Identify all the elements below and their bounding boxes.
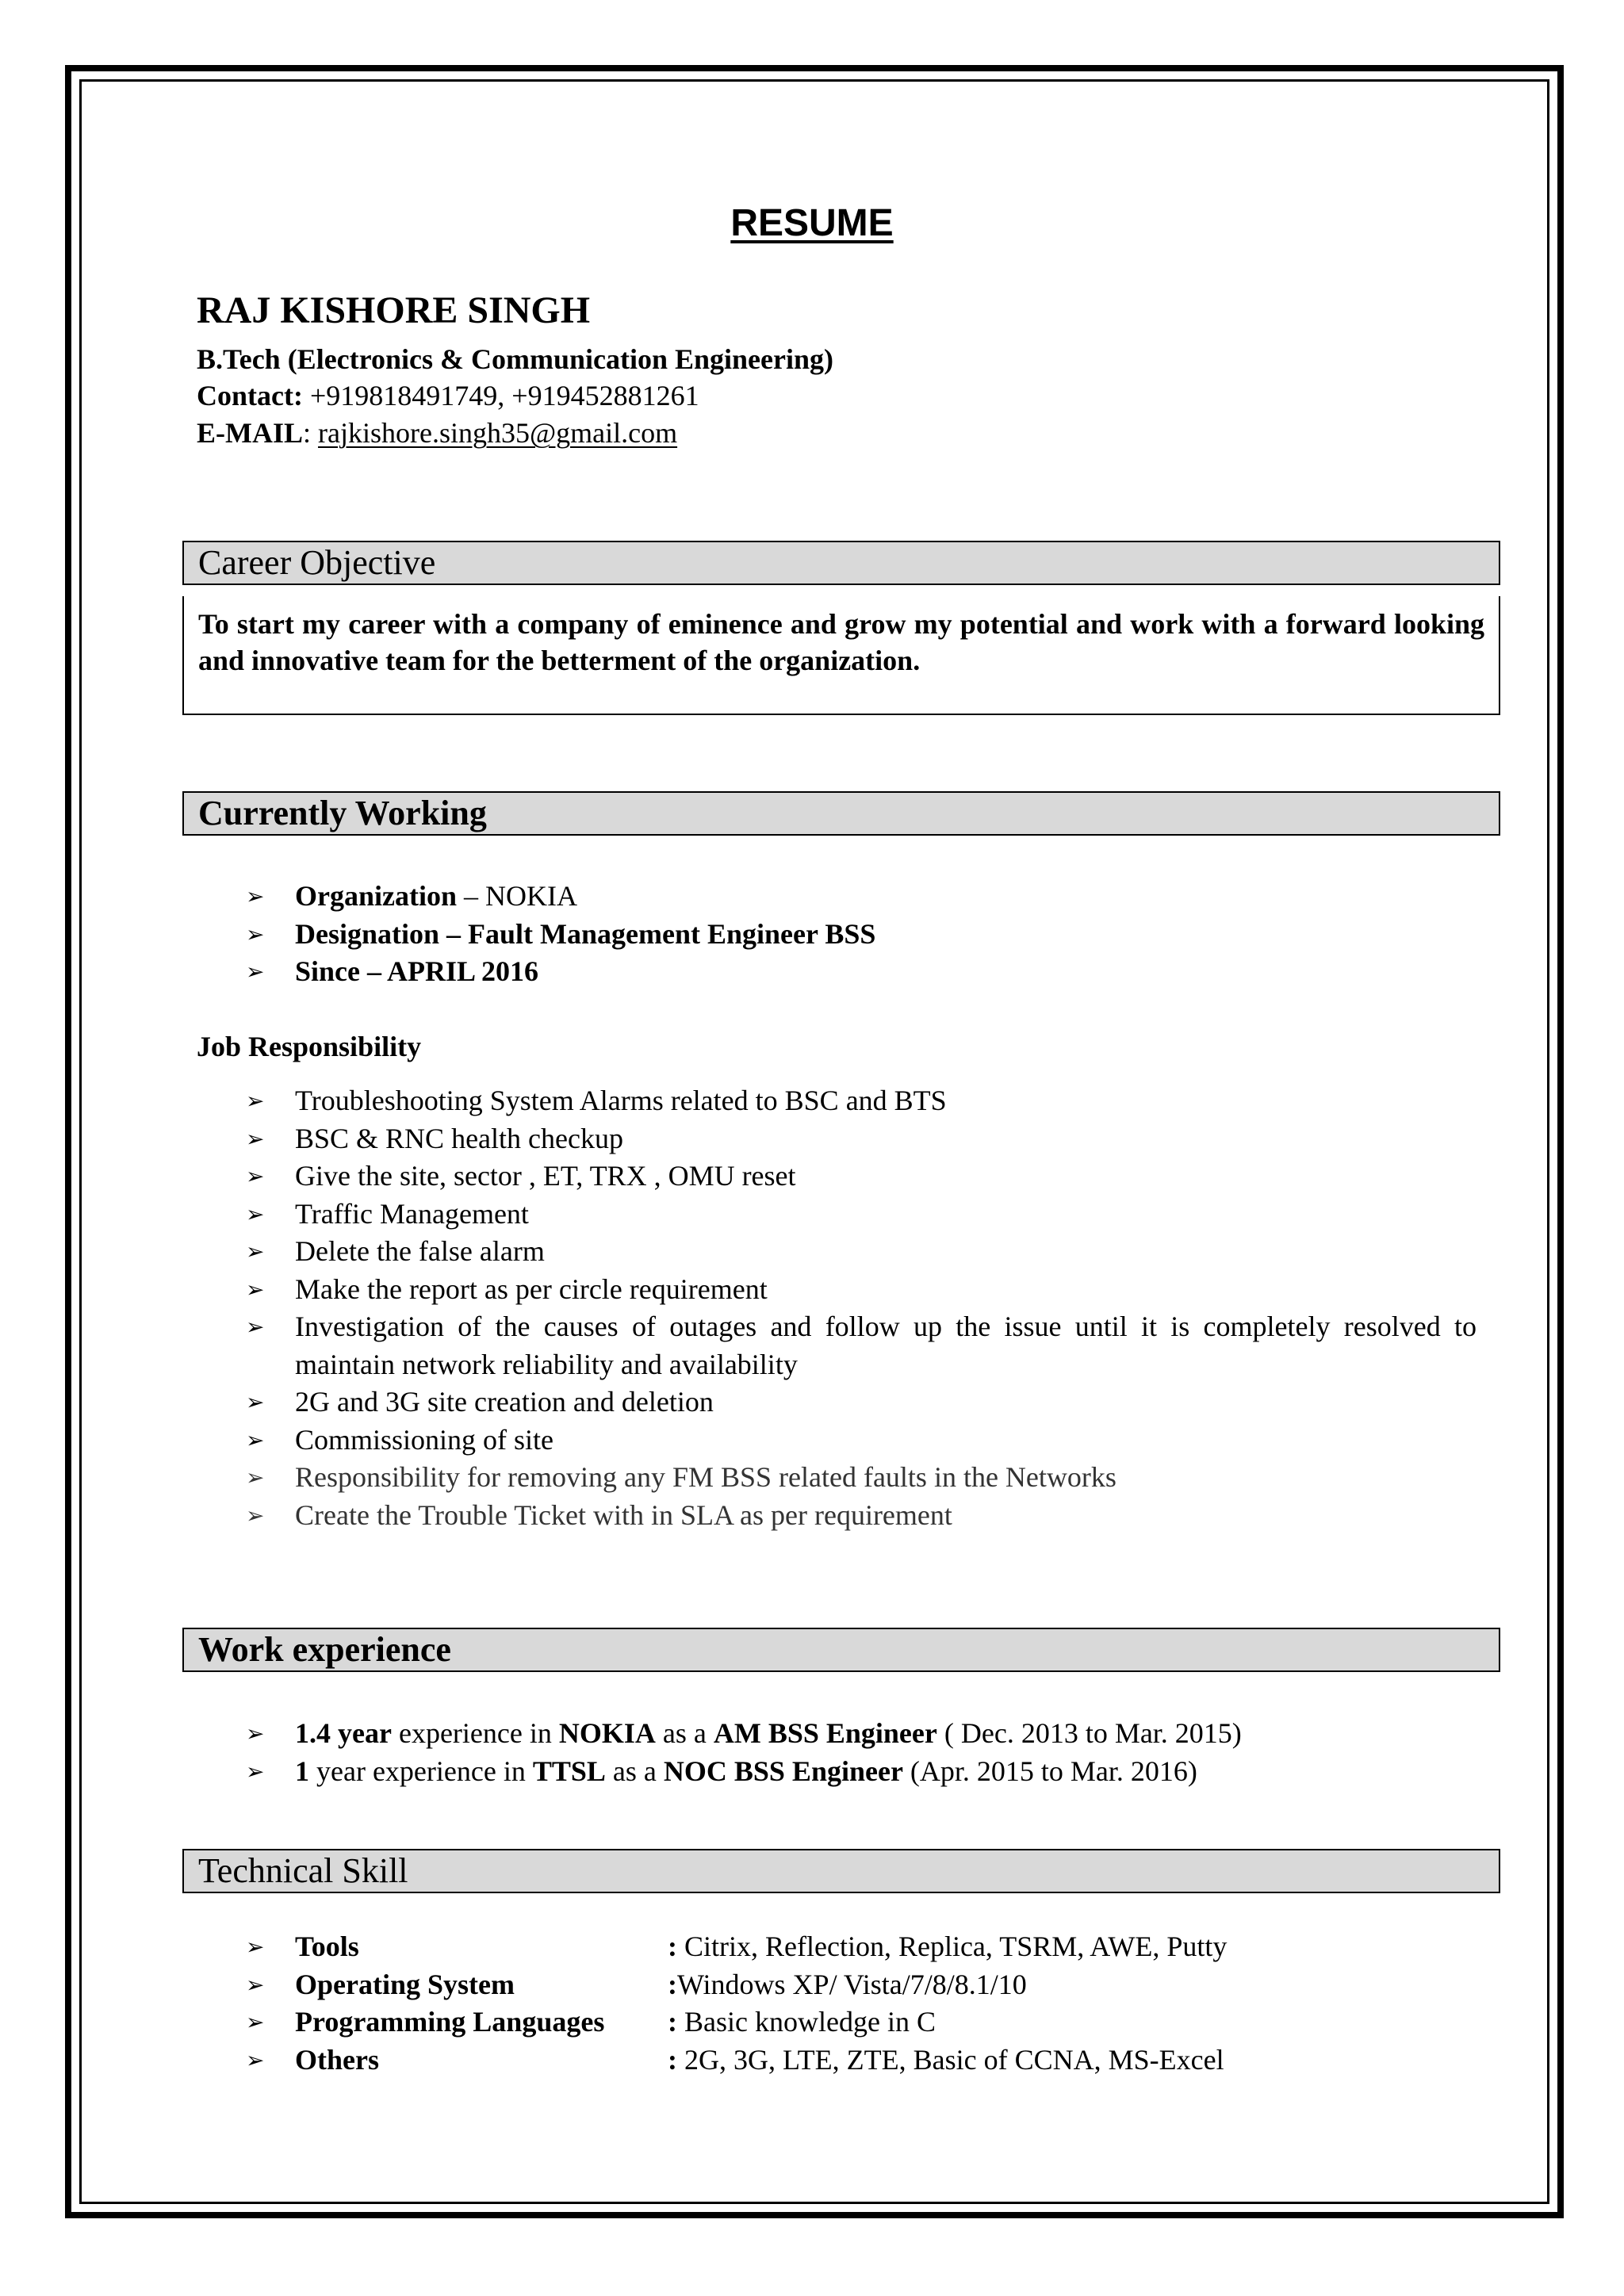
arrow-bullet-icon: ➢ (246, 1125, 265, 1152)
list-item: ➢ Organization – NOKIA (246, 878, 875, 916)
list-item: ➢ 1.4 year experience in NOKIA as a AM BSS Engineer ( Dec. 2013 to Mar. 2015) (246, 1715, 1242, 1753)
list-item: ➢ BSC & RNC health checkup (246, 1120, 1477, 1158)
arrow-bullet-icon: ➢ (246, 1464, 265, 1490)
arrow-bullet-icon: ➢ (246, 2009, 265, 2035)
arrow-bullet-icon: ➢ (246, 1971, 265, 1998)
list-item: ➢ Since – APRIL 2016 (246, 953, 875, 991)
arrow-bullet-icon: ➢ (246, 883, 265, 909)
list-item: ➢ Tools : Citrix, Reflection, Replica, TSRM, AWE, Putty (246, 1928, 1227, 1966)
arrow-bullet-icon: ➢ (246, 1502, 265, 1529)
list-item: ➢ 2G and 3G site creation and deletion (246, 1383, 1477, 1422)
list-item: ➢ Traffic Management (246, 1196, 1477, 1234)
technical-skill-list (246, 1928, 1227, 2079)
list-item: ➢ Make the report as per circle requirement (246, 1271, 1477, 1309)
work-experience-heading: Work experience (182, 1628, 1500, 1672)
list-item: ➢ Commissioning of site (246, 1422, 1477, 1460)
list-item: ➢ Programming Languages : Basic knowledge in C (246, 2003, 1227, 2042)
arrow-bullet-icon: ➢ (246, 1200, 265, 1227)
work-experience-list (246, 1715, 1242, 1790)
arrow-bullet-icon: ➢ (246, 1088, 265, 1114)
currently-working-heading: Currently Working (182, 791, 1500, 836)
arrow-bullet-icon: ➢ (246, 1276, 265, 1303)
responsibility-list (246, 1082, 1477, 1534)
arrow-bullet-icon: ➢ (246, 1426, 265, 1453)
list-item: ➢ Others : 2G, 3G, LTE, ZTE, Basic of CCNA, MS-Excel (246, 2042, 1227, 2080)
arrow-bullet-icon: ➢ (246, 1934, 265, 1960)
arrow-bullet-icon: ➢ (246, 1389, 265, 1415)
list-item: ➢ Troubleshooting System Alarms related to BSC and BTS (246, 1082, 1477, 1120)
career-objective-heading: Career Objective (182, 541, 1500, 585)
arrow-bullet-icon: ➢ (246, 2046, 265, 2073)
contact-line (197, 377, 699, 414)
arrow-bullet-icon: ➢ (246, 1720, 265, 1747)
contact-value: +919818491749, +919452881261 (309, 380, 699, 411)
arrow-bullet-icon: ➢ (246, 1758, 265, 1785)
arrow-bullet-icon: ➢ (246, 1238, 265, 1265)
contact-label: Contact: (197, 380, 303, 411)
list-item: ➢ Responsibility for removing any FM BSS related faults in the Networks (246, 1459, 1477, 1497)
current-job-list (246, 878, 875, 991)
degree: B.Tech (Electronics & Communication Engineering) (197, 343, 833, 375)
email-label: E-MAIL (197, 417, 303, 449)
arrow-bullet-icon: ➢ (246, 959, 265, 985)
arrow-bullet-icon: ➢ (246, 920, 265, 947)
list-item: ➢ Give the site, sector , ET, TRX , OMU reset (246, 1158, 1477, 1196)
list-item: ➢ Delete the false alarm (246, 1233, 1477, 1271)
list-item: ➢ 1 year experience in TTSL as a NOC BSS Engineer (Apr. 2015 to Mar. 2016) (246, 1753, 1242, 1791)
candidate-name: RAJ KISHORE SINGH (197, 289, 591, 331)
list-item: ➢ Investigation of the causes of outages and follow up the issue until it is completely resolved to maintain network reliability and availability (246, 1308, 1477, 1383)
resume-title: RESUME (730, 202, 894, 244)
email-line: E-MAIL: rajkishore.singh35@gmail.com (197, 417, 678, 449)
career-objective-box (182, 596, 1500, 715)
list-item: ➢ Operating System :Windows XP/ Vista/7/8/8.1/10 (246, 1966, 1227, 2004)
job-responsibility-heading: Job Responsibility (197, 1031, 422, 1062)
arrow-bullet-icon: ➢ (246, 1314, 265, 1340)
list-item: ➢ Designation – Fault Management Engineer BSS (246, 916, 875, 954)
arrow-bullet-icon: ➢ (246, 1163, 265, 1189)
technical-skill-heading: Technical Skill (182, 1849, 1500, 1893)
career-objective-text: To start my career with a company of eminence and grow my potential and work with a forward looking and innovative team for the betterment of the organization. (198, 608, 1484, 676)
email-link[interactable]: rajkishore.singh35@gmail.com (318, 417, 678, 449)
list-item: ➢ Create the Trouble Ticket with in SLA as per requirement (246, 1497, 1477, 1535)
